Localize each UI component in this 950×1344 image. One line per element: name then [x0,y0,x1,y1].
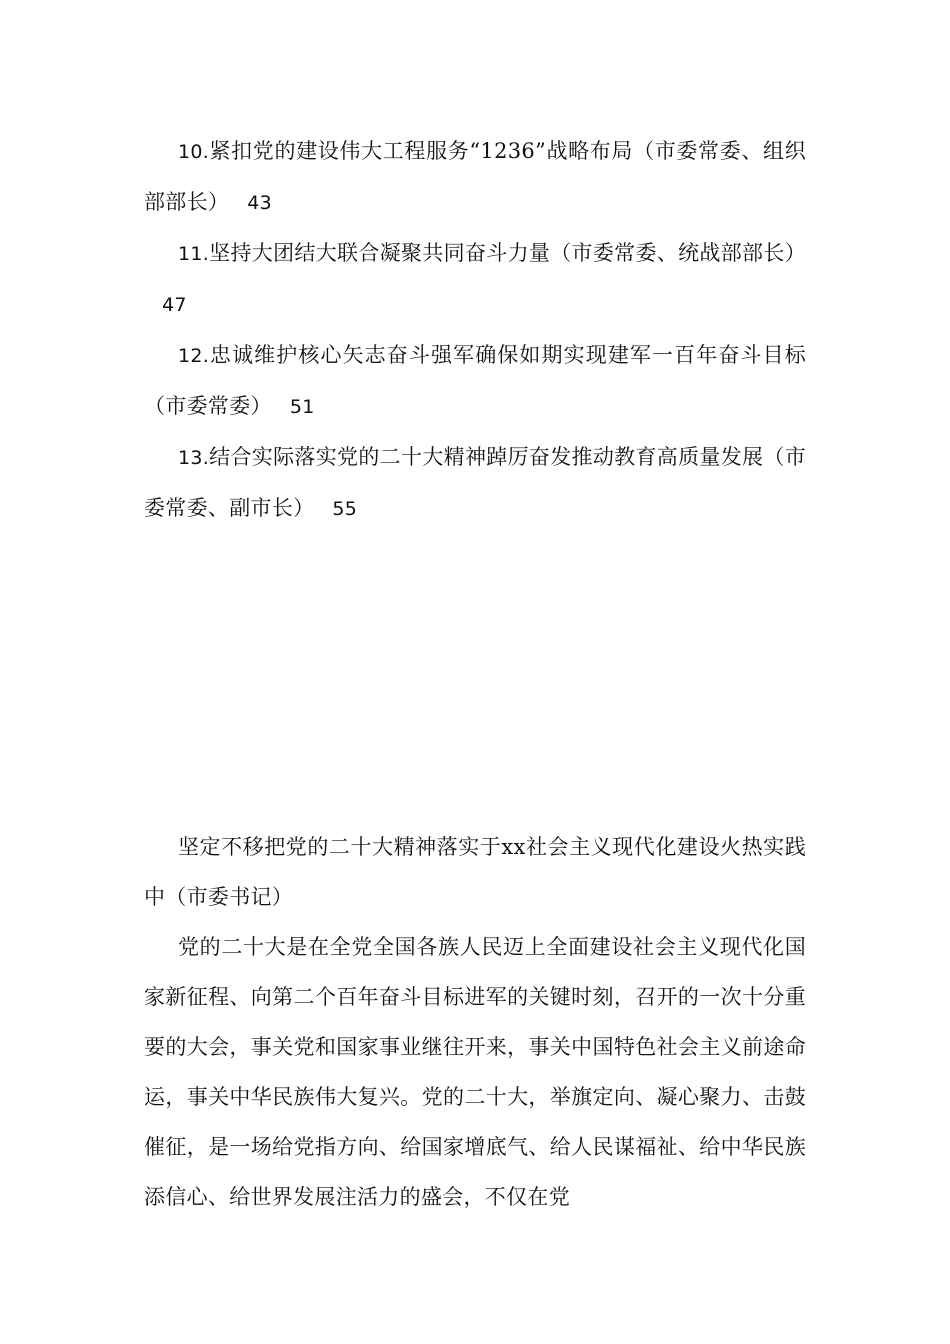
toc-entry-10[interactable] [144,126,806,228]
article-title: 坚定不移把党的二十大精神落实于xx社会主义现代化建设火热实践中（市委书记） [144,835,806,909]
toc-entry-page: 43 [247,192,272,214]
toc-entry-number: 11. [178,243,210,265]
toc-entry-title: 坚持大团结大联合凝聚共同奋斗力量（市委常委、统战部部长） [209,241,806,265]
toc-entry-title: 结合实际落实党的二十大精神踔厉奋发推动教育高质量发展（市委常委、副市长） [144,445,806,520]
toc-entry-page: 51 [289,396,315,418]
toc-entry-13[interactable] [144,432,806,534]
toc-entry-number: 13. [178,447,210,469]
article-paragraph: 党的二十大是在全党全国各族人民迈上全面建设社会主义现代化国家新征程、向第二个百年奋斗目标进军的关键时刻，召开的一次十分重要的大会，事关党和国家事业继往开来，事关中国特色社会主义前途命运，事关中华民族伟大复兴。党的二十大，举旗定向、凝心聚力、击鼓催征，是一场给党指方向、给国家增底气、给人民谋福祉、给中华民族添信心、给世界发展注活力的盛会，不仅在党 [144,935,806,1209]
toc-entry-number: 10. [178,141,210,163]
article [144,822,806,1222]
toc-entry-12[interactable] [144,330,806,432]
toc-entry-page: 55 [332,498,358,520]
toc-entry-title: 忠诚维护核心矢志奋斗强军确保如期实现建军一百年奋斗目标（市委常委） [144,343,806,418]
table-of-contents [144,126,806,534]
toc-entry-title: 紧扣党的建设伟大工程服务“1236”战略布局（市委常委、组织部部长） [144,139,806,214]
toc-entry-page: 47 [162,294,187,316]
toc-entry-11[interactable] [144,228,806,330]
toc-entry-number: 12. [178,345,210,367]
